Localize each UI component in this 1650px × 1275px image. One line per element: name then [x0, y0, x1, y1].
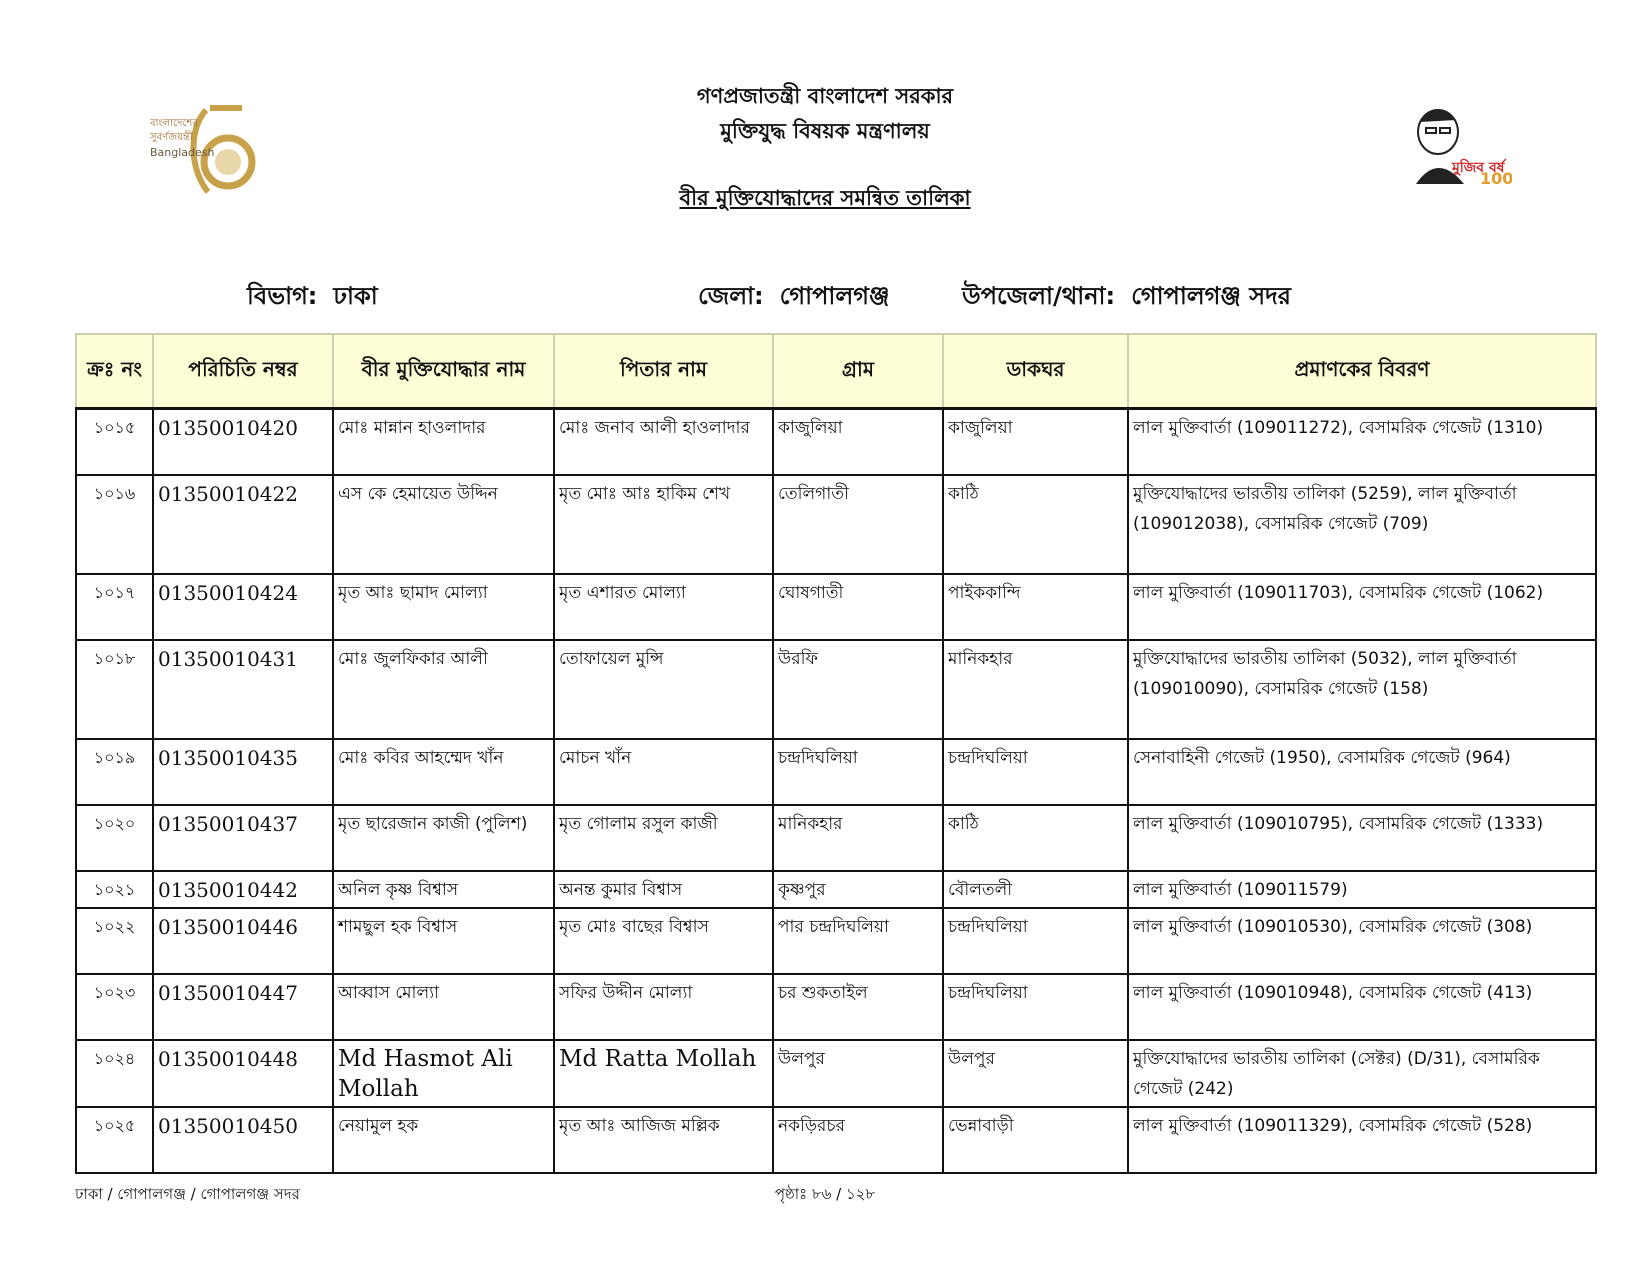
- cell-name: মোঃ জুলফিকার আলী: [333, 640, 554, 739]
- cell-id: 01350010447: [153, 974, 333, 1040]
- cell-post-office: উলপুর: [943, 1040, 1128, 1107]
- cell-id: 01350010420: [153, 409, 333, 475]
- cell-village: পার চন্দ্রদিঘলিয়া: [773, 908, 943, 974]
- cell-village: কাজুলিয়া: [773, 409, 943, 475]
- cell-post-office: ভেন্নাবাড়ী: [943, 1107, 1128, 1173]
- cell-name: আব্বাস মোল্যা: [333, 974, 554, 1040]
- cell-post-office: কাঠি: [943, 475, 1128, 574]
- cell-name: Md Hasmot Ali Mollah: [333, 1040, 554, 1107]
- cell-proof: লাল মুক্তিবার্তা (109011272), বেসামরিক গেজেট (1310): [1128, 409, 1596, 475]
- svg-text:মুজিব বর্ষ: মুজিব বর্ষ: [1452, 160, 1505, 176]
- cell-father: মৃত এশারত মোল্যা: [554, 574, 773, 640]
- cell-name: শামছুল হক বিশ্বাস: [333, 908, 554, 974]
- cell-village: উরফি: [773, 640, 943, 739]
- header-post-office: ডাকঘর: [943, 334, 1128, 409]
- svg-text:সুবর্ণজয়ন্তী: সুবর্ণজয়ন্তী: [150, 132, 193, 143]
- cell-proof: লাল মুক্তিবার্তা (109011329), বেসামরিক গেজেট (528): [1128, 1107, 1596, 1173]
- bangladesh-50-logo: [148, 100, 258, 198]
- cell-village: চর শুকতাইল: [773, 974, 943, 1040]
- cell-proof: মুক্তিযোদ্ধাদের ভারতীয় তালিকা (5032), লাল মুক্তিবার্তা (109010090), বেসামরিক গেজেট (158): [1128, 640, 1596, 739]
- cell-name: এস কে হেমায়েত উদ্দিন: [333, 475, 554, 574]
- cell-village: উলপুর: [773, 1040, 943, 1107]
- cell-post-office: পাইককান্দি: [943, 574, 1128, 640]
- cell-post-office: মানিকহার: [943, 640, 1128, 739]
- cell-post-office: কাজুলিয়া: [943, 409, 1128, 475]
- table-row: [76, 908, 1596, 974]
- cell-proof: লাল মুক্তিবার্তা (109010795), বেসামরিক গেজেট (1333): [1128, 805, 1596, 871]
- cell-father: মৃত মোঃ আঃ হাকিম শেখ: [554, 475, 773, 574]
- cell-name: মৃত আঃ ছামাদ মোল্যা: [333, 574, 554, 640]
- cell-father: মোচন খাঁন: [554, 739, 773, 805]
- cell-village: চন্দ্রদিঘলিয়া: [773, 739, 943, 805]
- cell-father: মৃত মোঃ বাছের বিশ্বাস: [554, 908, 773, 974]
- cell-proof: লাল মুক্তিবার্তা (109011703), বেসামরিক গেজেট (1062): [1128, 574, 1596, 640]
- table-row: [76, 871, 1596, 908]
- header-serial: ক্রঃ নং: [76, 334, 153, 409]
- district-field: [698, 278, 889, 318]
- header-proof: প্রমাণকের বিবরণ: [1128, 334, 1596, 409]
- header-village: গ্রাম: [773, 334, 943, 409]
- cell-id: 01350010424: [153, 574, 333, 640]
- cell-village: নকড়িরচর: [773, 1107, 943, 1173]
- cell-serial: ১০২০: [76, 805, 153, 871]
- cell-id: 01350010435: [153, 739, 333, 805]
- cell-father: Md Ratta Mollah: [554, 1040, 773, 1107]
- district-value: গোপালগঞ্জ: [779, 282, 890, 310]
- header-father: পিতার নাম: [554, 334, 773, 409]
- cell-village: কৃষ্ণপুর: [773, 871, 943, 908]
- cell-serial: ১০২৩: [76, 974, 153, 1040]
- cell-father: মৃত গোলাম রসুল কাজী: [554, 805, 773, 871]
- freedom-fighters-table: [75, 333, 1597, 1174]
- district-label: জেলা:: [698, 282, 764, 310]
- table-row: [76, 1107, 1596, 1173]
- cell-father: তোফায়েল মুন্সি: [554, 640, 773, 739]
- cell-id: 01350010448: [153, 1040, 333, 1107]
- cell-proof: লাল মুক্তিবার্তা (109010948), বেসামরিক গেজেট (413): [1128, 974, 1596, 1040]
- cell-post-office: চন্দ্রদিঘলিয়া: [943, 908, 1128, 974]
- upazila-value: গোপালগঞ্জ সদর: [1131, 282, 1291, 310]
- cell-serial: ১০১৯: [76, 739, 153, 805]
- cell-serial: ১০২২: [76, 908, 153, 974]
- header-id: পরিচিতি নম্বর: [153, 334, 333, 409]
- cell-id: 01350010450: [153, 1107, 333, 1173]
- cell-serial: ১০২৪: [76, 1040, 153, 1107]
- cell-proof: সেনাবাহিনী গেজেট (1950), বেসামরিক গেজেট (964): [1128, 739, 1596, 805]
- cell-serial: ১০১৬: [76, 475, 153, 574]
- document-title: বীর মুক্তিযোদ্ধাদের সমন্বিত তালিকা: [679, 186, 971, 210]
- header-name: বীর মুক্তিযোদ্ধার নাম: [333, 334, 554, 409]
- upazila-field: [962, 278, 1291, 318]
- table-row: [76, 475, 1596, 574]
- cell-name: অনিল কৃষ্ণ বিশ্বাস: [333, 871, 554, 908]
- cell-village: মানিকহার: [773, 805, 943, 871]
- division-label: বিভাগ:: [247, 282, 318, 310]
- svg-text:বাংলাদেশের: বাংলাদেশের: [150, 118, 198, 129]
- cell-id: 01350010446: [153, 908, 333, 974]
- cell-name: মোঃ মান্নান হাওলাদার: [333, 409, 554, 475]
- cell-proof: মুক্তিযোদ্ধাদের ভারতীয় তালিকা (সেক্টর) (D/31), বেসামরিক গেজেট (242): [1128, 1040, 1596, 1107]
- cell-id: 01350010442: [153, 871, 333, 908]
- division-field: [247, 278, 378, 318]
- government-title: গণপ্রজাতন্ত্রী বাংলাদেশ সরকার: [696, 84, 954, 108]
- cell-proof: মুক্তিযোদ্ধাদের ভারতীয় তালিকা (5259), লাল মুক্তিবার্তা (109012038), বেসামরিক গেজেট (709): [1128, 475, 1596, 574]
- cell-village: তেলিগাতী: [773, 475, 943, 574]
- cell-name: মোঃ কবির আহম্মেদ খাঁন: [333, 739, 554, 805]
- cell-post-office: কাঠি: [943, 805, 1128, 871]
- table-row: [76, 640, 1596, 739]
- upazila-label: উপজেলা/থানা:: [962, 282, 1116, 310]
- table-header-row: [76, 334, 1596, 409]
- cell-serial: ১০১৮: [76, 640, 153, 739]
- cell-father: মৃত আঃ আজিজ মল্লিক: [554, 1107, 773, 1173]
- cell-name: মৃত ছারেজান কাজী (পুলিশ): [333, 805, 554, 871]
- svg-text:Bangladesh: Bangladesh: [150, 146, 215, 159]
- cell-post-office: বৌলতলী: [943, 871, 1128, 908]
- cell-father: অনন্ত কুমার বিশ্বাস: [554, 871, 773, 908]
- cell-serial: ১০২৫: [76, 1107, 153, 1173]
- cell-serial: ১০১৭: [76, 574, 153, 640]
- table-row: [76, 1040, 1596, 1107]
- cell-serial: ১০১৫: [76, 409, 153, 475]
- cell-proof: লাল মুক্তিবার্তা (109011579): [1128, 871, 1596, 908]
- page-number: পৃষ্ঠাঃ ৮৬ / ১২৮: [774, 1185, 876, 1203]
- table-row: [76, 409, 1596, 475]
- cell-father: সফির উদ্দীন মোল্যা: [554, 974, 773, 1040]
- cell-post-office: চন্দ্রদিঘলিয়া: [943, 974, 1128, 1040]
- ministry-title: মুক্তিযুদ্ধ বিষয়ক মন্ত্রণালয়: [720, 119, 930, 143]
- cell-serial: ১০২১: [76, 871, 153, 908]
- table-row: [76, 574, 1596, 640]
- svg-text:100: 100: [1480, 169, 1512, 188]
- cell-post-office: চন্দ্রদিঘলিয়া: [943, 739, 1128, 805]
- cell-id: 01350010422: [153, 475, 333, 574]
- cell-id: 01350010437: [153, 805, 333, 871]
- division-value: ঢাকা: [333, 282, 378, 310]
- cell-id: 01350010431: [153, 640, 333, 739]
- table-row: [76, 974, 1596, 1040]
- cell-village: ঘোষগাতী: [773, 574, 943, 640]
- cell-proof: লাল মুক্তিবার্তা (109010530), বেসামরিক গেজেট (308): [1128, 908, 1596, 974]
- cell-father: মোঃ জনাব আলী হাওলাদার: [554, 409, 773, 475]
- cell-name: নেয়ামুল হক: [333, 1107, 554, 1173]
- table-row: [76, 739, 1596, 805]
- table-row: [76, 805, 1596, 871]
- mujib-100-logo: [1408, 98, 1512, 190]
- footer-location-path: ঢাকা / গোপালগঞ্জ / গোপালগঞ্জ সদর: [75, 1185, 300, 1203]
